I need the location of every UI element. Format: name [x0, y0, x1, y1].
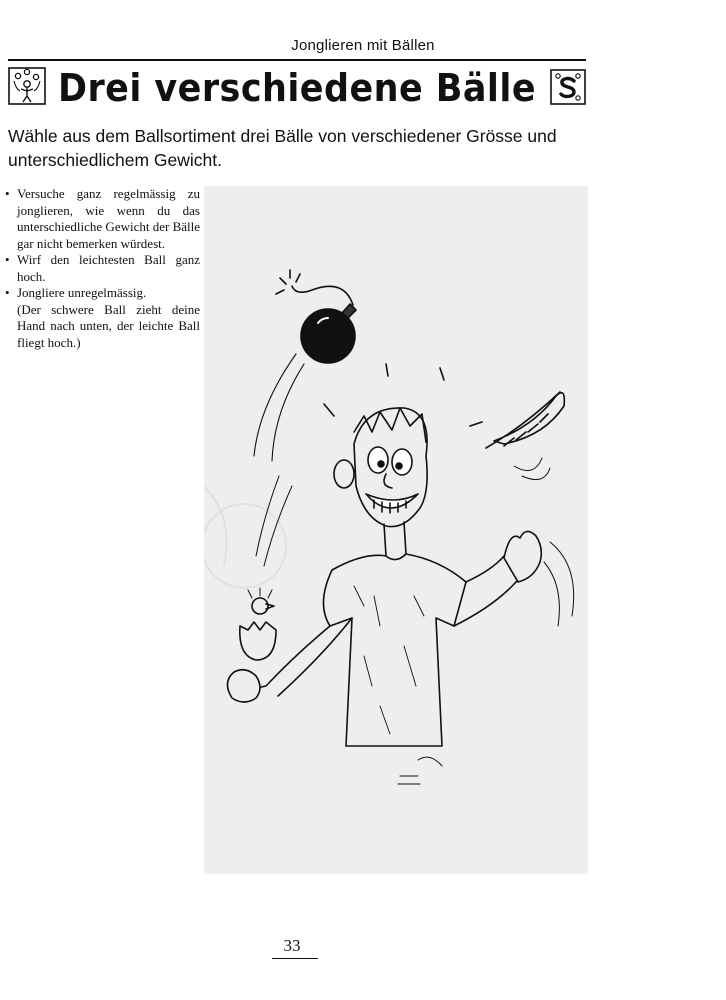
header-rule	[8, 59, 586, 61]
list-item: • Wirf den leichtesten Ball ganz hoch.	[4, 252, 200, 285]
page-number-rule	[272, 958, 318, 959]
running-head: Jonglieren mit Bällen	[291, 37, 435, 54]
intro-text: Wähle aus dem Ballsortiment drei Bälle von verschiedener Grösse und unterschiedlichem Gewicht.	[8, 126, 557, 170]
list-item: • Jongliere unregelmässig.	[4, 285, 200, 302]
s-badge-icon	[550, 69, 586, 105]
title-block	[8, 62, 586, 110]
page-title: Drei verschiedene Bälle	[58, 66, 536, 110]
page-number: 33	[283, 936, 301, 955]
juggling-illustration	[204, 186, 588, 874]
instruction-list	[4, 186, 200, 351]
list-item: • Versuche ganz regelmässig zu jonglieren, wie wenn du das unterschiedliche Gewicht der Bälle gar nicht bemerken würdest.	[4, 186, 200, 252]
list-note: (Der schwere Ball zieht deine Hand nach unten, der leichte Ball fliegt hoch.)	[17, 301, 200, 350]
